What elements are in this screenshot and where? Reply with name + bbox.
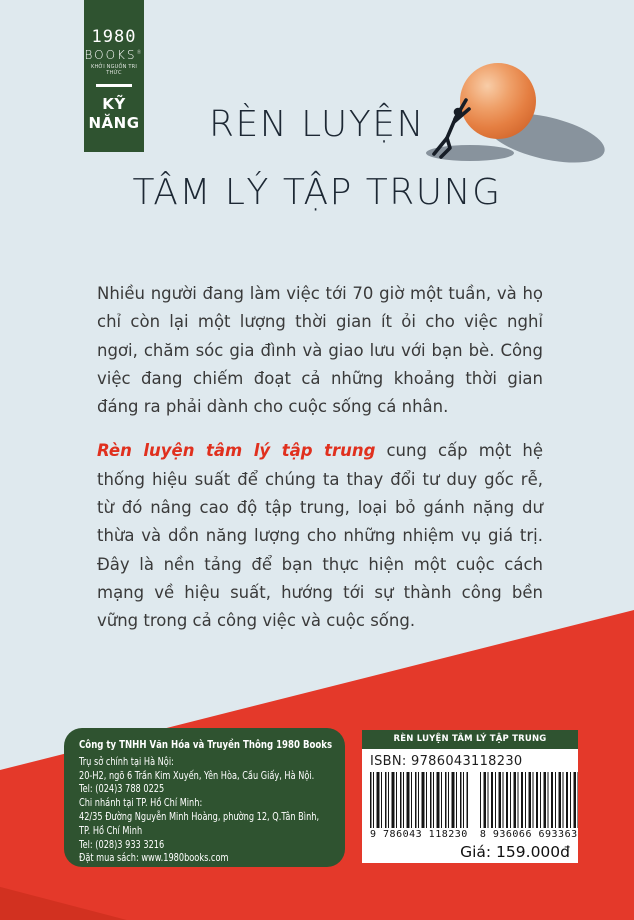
barcode-isbn-bars (370, 772, 468, 828)
publisher-branch-tel: Tel: (028)3 933 3216 (79, 838, 165, 851)
logo-books-word: BOOKS (84, 48, 137, 62)
description-paragraph-1: Nhiều người đang làm việc tới 70 giờ một tuần, và họ chỉ còn lại một lượng thời gian ít ỏi cho việc nghỉ ngơi, chăm sóc gia đình và giao lưu với bạn bè. Công việc đang chiếm đoạt cả những khoảng thời gian đáng ra phải dành cho cuộc sống cá nhân. (97, 284, 543, 417)
category-line-1: KỸ (102, 94, 126, 113)
description-paragraph-2-rest: cung cấp một hệ thống hiệu suất để chúng ta thay đổi tư duy gốc rễ, từ đó nâng cao độ tập trung, loại bỏ gánh nặng dư thừa và dồn năng lượng cho những nhiệm vụ giá trị. Đây là nền tảng để bạn thực hiện một cuộc cách mạng về hiệu suất, hướng tới sự thành công bền vững trong cả công việc và cuộc sống. (97, 441, 543, 631)
barcode-isbn-block (370, 772, 468, 840)
publisher-info-box (64, 728, 345, 867)
publisher-branch-address-2: TP. Hồ Chí Minh (79, 824, 143, 837)
barcode-row (362, 772, 578, 840)
description-title-accent: Rèn luyện tâm lý tập trung (97, 441, 376, 461)
book-description (97, 280, 543, 636)
logo-books-text (84, 48, 144, 62)
publisher-company-name: Công ty TNHH Văn Hóa và Truyền Thông 1980 Books (79, 738, 333, 751)
logo-tagline: KHỞI NGUỒN TRI THỨC (90, 64, 137, 76)
description-paragraph-2 (97, 437, 543, 635)
barcode-panel-title: RÈN LUYỆN TÂM LÝ TẬP TRUNG (362, 730, 578, 749)
publisher-info-text (79, 738, 340, 866)
registered-mark: ® (136, 50, 144, 56)
logo-divider (96, 84, 132, 87)
category-line-2: NĂNG (88, 113, 140, 132)
price-label: Giá: 159.000đ (460, 843, 570, 861)
publisher-hq-address: 20-H2, ngõ 6 Trần Kim Xuyến, Yên Hòa, Cầu Giấy, Hà Nội. (79, 769, 315, 782)
publisher-hq-label: Trụ sở chính tại Hà Nội: (79, 755, 174, 768)
isbn-text: ISBN: 9786043118230 (370, 754, 523, 769)
barcode-ean-digits: 8 936066 693363 (479, 829, 578, 840)
publisher-order-website: Đặt mua sách: www.1980books.com (79, 852, 229, 865)
publisher-hq-tel: Tel: (024)3 788 0225 (79, 783, 165, 796)
book-title-line-2: TÂM LÝ TẬP TRUNG (132, 172, 502, 213)
barcode-panel (362, 730, 578, 863)
publisher-branch-address-1: 42/35 Đường Nguyễn Minh Hoàng, phường 12, Q.Tân Bình, (79, 810, 320, 823)
publisher-branch-label: Chi nhánh tại TP. Hồ Chí Minh: (79, 797, 203, 810)
barcode-ean-block (480, 772, 578, 840)
orange-ball (460, 63, 536, 139)
barcode-isbn-digits: 9 786043 118230 (370, 829, 468, 840)
sisyphus-illustration (415, 48, 615, 178)
book-title-line-1: RÈN LUYỆN (209, 104, 425, 145)
logo-1980-text: 1980 (91, 27, 137, 47)
barcode-ean-bars (480, 772, 578, 828)
